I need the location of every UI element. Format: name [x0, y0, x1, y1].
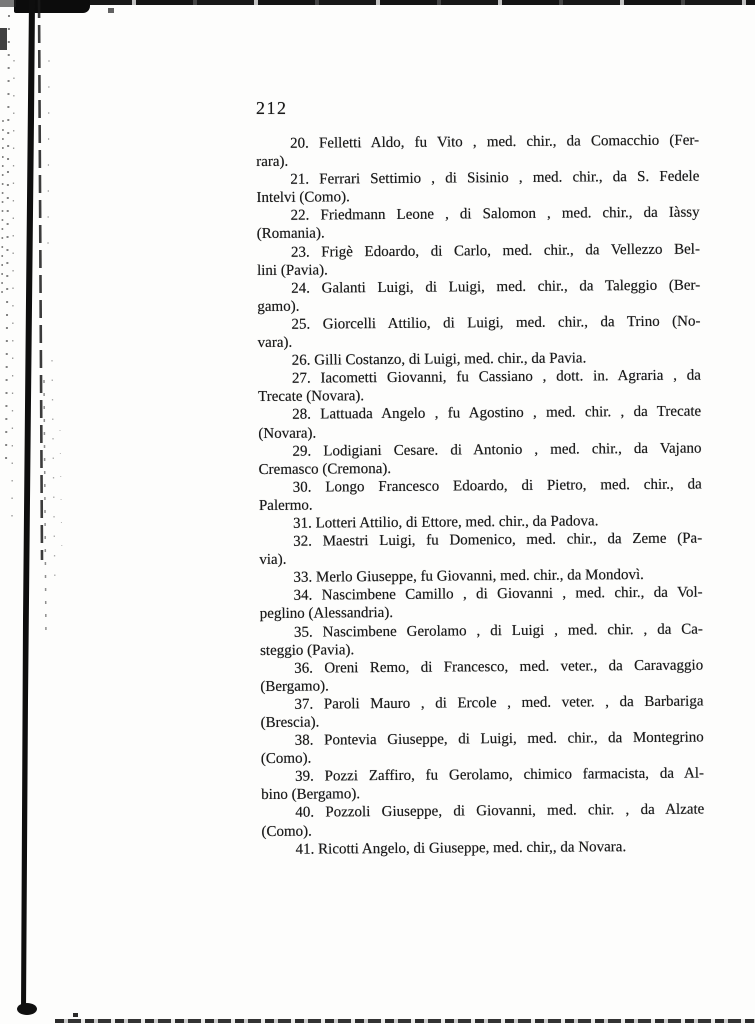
- entry-line: 20. Felletti Aldo, fu Vito , med. chir., da Comacchio (Fer-: [290, 132, 700, 152]
- entry-line: (Bergamo).: [260, 678, 329, 695]
- list-entry: [260, 656, 703, 696]
- entry-line: 24. Galanti Luigi, di Luigi, med. chir., da Taleggio (Ber-: [291, 277, 701, 297]
- entry-line: Intelvi (Como).: [256, 189, 350, 207]
- entry-line: lini (Pavia).: [257, 262, 328, 279]
- entry-line: 32. Maestri Luigi, fu Domenico, med. chir., da Zeme (Pa-: [293, 530, 703, 550]
- entry-line: 23. Frigè Edoardo, di Carlo, med. chir., da Vellezzo Bel-: [290, 241, 700, 261]
- list-entry: [261, 801, 704, 841]
- entry-line: steggio (Pavia).: [259, 641, 355, 659]
- list-entry: [257, 204, 700, 244]
- entry-line: 37. Paroli Mauro , di Ercole , med. veter. , da Barbariga: [294, 693, 704, 713]
- entry-line: rara).: [256, 153, 289, 171]
- entry-line: (Brescia).: [260, 714, 320, 731]
- entry-line: 21. Ferrari Settimio , di Sisinio , med. chir., da S. Fedele: [290, 168, 700, 188]
- entry-list: [256, 132, 705, 859]
- entry-line: 26. Gilli Costanzo, di Luigi, med. chir., da Pavia.: [291, 350, 587, 369]
- entry-line: 30. Longo Francesco Edoardo, di Pietro, med. chir., da: [292, 476, 702, 496]
- binding-edge-artifact: [0, 0, 140, 1024]
- list-entry: [258, 439, 701, 479]
- entry-line: 41. Ricotti Angelo, di Giuseppe, med. chir,, da Novara.: [295, 838, 627, 858]
- entry-line: 39. Pozzi Zaffiro, fu Gerolamo, chimico farmacista, da Al-: [294, 765, 705, 785]
- list-entry: [257, 312, 700, 352]
- entry-line: Palermo.: [258, 497, 313, 514]
- list-entry: [259, 475, 702, 515]
- entry-line: (Como).: [260, 750, 312, 768]
- list-entry: [256, 132, 699, 172]
- entry-line: Cremasco (Cremona).: [258, 460, 392, 478]
- entry-line: 22. Friedmann Leone , di Salomon , med. chir., da Iàssy: [290, 204, 700, 225]
- entry-line: 28. Lattuada Angelo , fu Agostino , med. chir. , da Trecate: [292, 403, 702, 424]
- list-entry: [260, 692, 703, 732]
- entry-line: Trecate (Novara).: [257, 388, 365, 406]
- entry-line: 38. Pontevia Giuseppe, di Luigi, med. chir., da Montegrino: [294, 729, 704, 749]
- list-entry: [256, 168, 699, 208]
- list-entry: [260, 620, 703, 660]
- entry-line: 40. Pozzoli Giuseppe, di Giovanni, med. chir. , da Alzate: [295, 801, 705, 822]
- list-entry: [257, 240, 700, 280]
- list-entry: [258, 403, 701, 443]
- page-number: 212: [256, 98, 288, 118]
- list-entry: [261, 765, 704, 805]
- entry-line: 31. Lotteri Attilio, di Ettore, med. chir., da Padova.: [292, 513, 599, 532]
- entry-line: 29. Lodigiani Cesare. di Antonio , med. chir., da Vajano: [292, 440, 702, 460]
- entry-line: vara).: [257, 334, 293, 352]
- entry-line: (Novara).: [258, 425, 317, 442]
- entry-line: (Romania).: [256, 225, 325, 243]
- list-entry: [260, 584, 703, 624]
- entry-line: 34. Nascimbene Camillo , di Giovanni , med. chir., da Vol-: [293, 584, 703, 605]
- bottom-scan-edge: [55, 1019, 755, 1023]
- entry-line: 25. Giorcelli Attilio, di Luigi, med. chir., da Trino (No-: [291, 313, 701, 333]
- entry-line: via).: [259, 551, 287, 569]
- entry-line: 35. Nascimbene Gerolamo , di Luigi , med. chir. , da Ca-: [293, 621, 703, 641]
- entry-line: 36. Oreni Remo, di Francesco, med. veter., da Caravaggio: [294, 657, 704, 677]
- entry-line: 33. Merlo Giuseppe, fu Giovanni, med. chir., da Mondovì.: [293, 567, 644, 586]
- entry-line: 27. Iacometti Giovanni, fu Cassiano , dott. in. Agraria , da: [291, 367, 701, 387]
- list-entry: [258, 367, 701, 407]
- entry-line: (Como).: [261, 823, 312, 840]
- entry-line: bino (Bergamo).: [261, 786, 361, 804]
- list-entry: [257, 276, 700, 316]
- list-entry: [261, 729, 704, 769]
- list-entry: [262, 837, 705, 859]
- list-entry: [259, 530, 702, 570]
- entry-line: peglino (Alessandria).: [259, 605, 394, 623]
- entry-line: gamo).: [257, 298, 300, 315]
